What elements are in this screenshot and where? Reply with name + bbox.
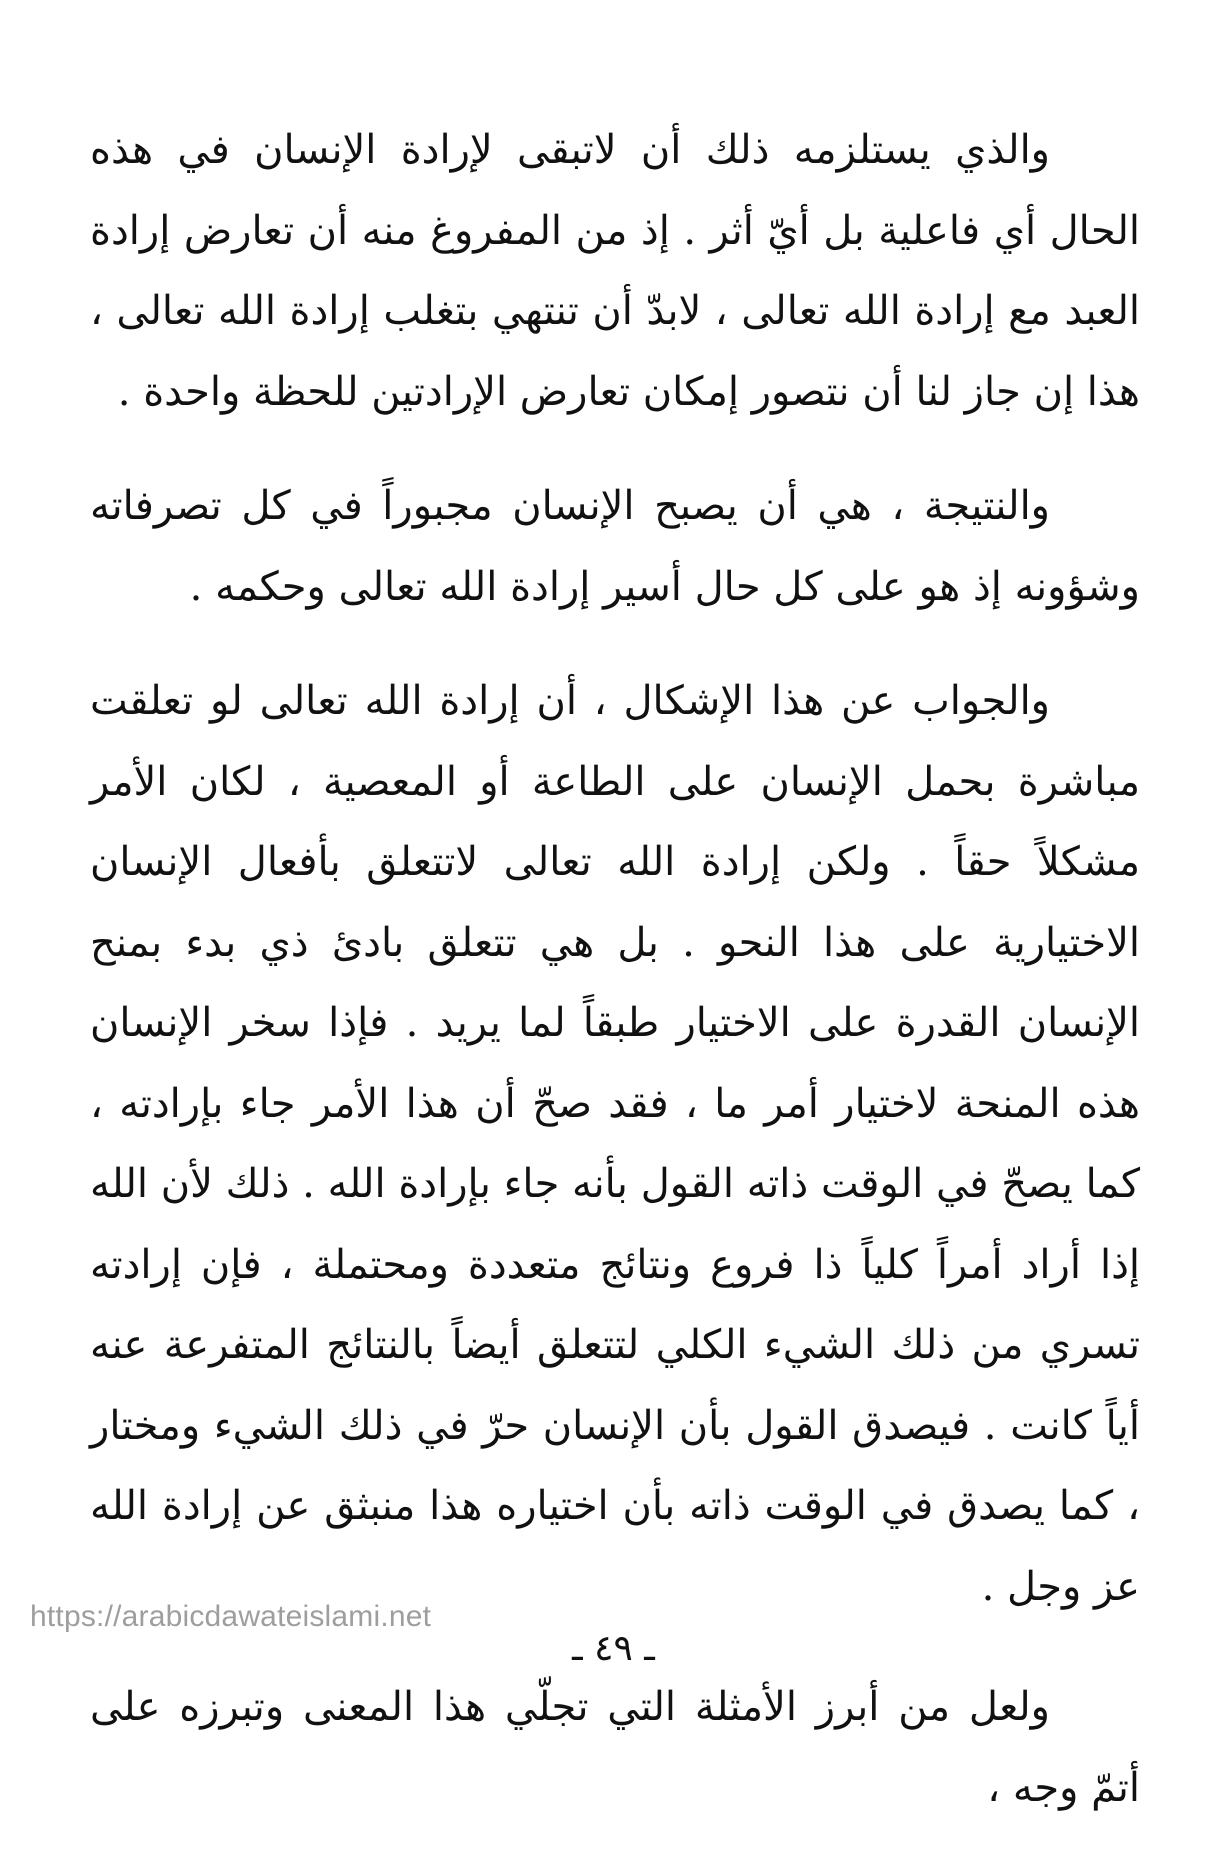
paragraph-1: والذي يستلزمه ذلك أن لاتبقى لإرادة الإنسان في هذه الحال أي فاعلية بل أيّ أثر . إذ من المفروغ منه أن تعارض إرادة العبد مع إرادة الله تعالى ، لابدّ أن تنتهي بتغلب إرادة الله تعالى ، هذا إن جاز لنا أن نتصور إمكان تعارض الإرادتين للحظة واحدة . — [90, 127, 1140, 415]
watermark-url: https://arabicdawateislami.net — [30, 1600, 432, 1633]
paragraph-4: ولعل من أبرز الأمثلة التي تجلّي هذا المعنى وتبرزه على أتمّ وجه ، — [90, 1684, 1140, 1811]
page-number: ـ ٤٩ ـ — [572, 1628, 655, 1669]
paragraph-2: والنتيجة ، هي أن يصبح الإنسان مجبوراً في كل تصرفاته وشؤونه إذ هو على كل حال أسير إرادة الله تعالى وحكمه . — [90, 483, 1140, 610]
paragraph-3: والجواب عن هذا الإشكال ، أن إرادة الله تعالى لو تعلقت مباشرة بحمل الإنسان على الطاعة أو المعصية ، لكان الأمر مشكلاً حقاً . ولكن إرادة الله تعالى لاتتعلق بأفعال الإنسان الاختيارية على هذا النحو . بل هي تتعلق بادئ ذي بدء بمنح الإنسان القدرة على الاختيار طبقاً لما يريد . فإذا سخر الإنسان هذه المنحة لاختيار أمر ما ، فقد صحّ أن هذا الأمر جاء بإرادته ، كما يصحّ في الوقت ذاته القول بأنه جاء بإرادة الله . ذلك لأن الله إذا أراد أمراً كلياً ذا فروع ونتائج متعددة ومحتملة ، فإن إرادته تسري من ذلك الشيء الكلي لتتعلق أيضاً بالنتائج المتفرعة عنه أياً كانت . فيصدق القول بأن الإنسان حرّ في ذلك الشيء ومختار ، كما يصدق في الوقت ذاته بأن اختياره هذا منبثق عن إرادة الله عز وجل . — [90, 678, 1140, 1610]
